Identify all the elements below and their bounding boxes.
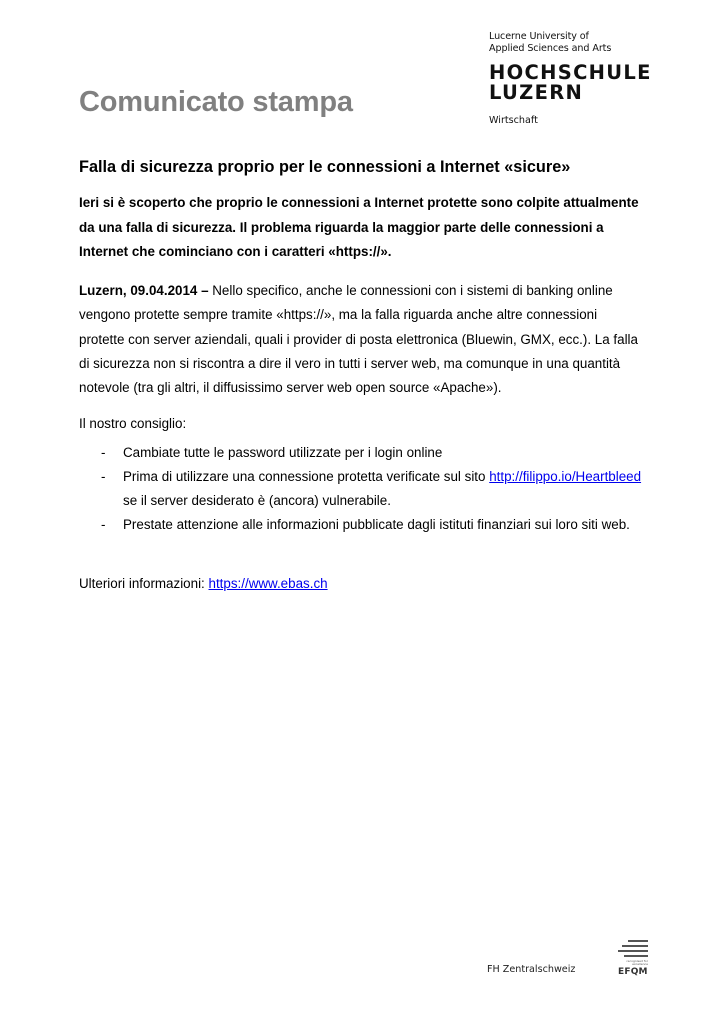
logo-wordmark-line-1: HOCHSCHULE [489,61,652,84]
list-item-text-continued: se il server desiderato è (ancora) vulnerabile. [123,492,391,508]
list-item-text: Prestate attenzione alle informazioni pubblicate dagli istituti finanziari sui loro siti web. [123,516,630,532]
list-item-text: Prima di utilizzare una connessione protetta verificate sul sito [123,469,490,484]
list-bullet: - [101,445,106,460]
efqm-logo-tagline: recognised for excellence [626,959,648,967]
page-title: Comunicato stampa [79,86,353,118]
university-logo [489,31,669,126]
article-dateline: Luzern, 09.04.2014 – [79,283,209,298]
logo-department: Wirtschaft [489,115,538,126]
article-body [79,279,645,400]
list-bullet: - [101,469,106,484]
logo-wordmark-line-2: LUZERN [489,81,584,104]
article-headline: Falla di sicurezza proprio per le connessioni a Internet «sicure» [79,158,571,176]
efqm-logo-bar [618,950,648,952]
heartbleed-link[interactable]: http://filippo.io/Heartbleed [489,469,642,484]
efqm-logo-text: EFQM [618,967,648,977]
logo-subtitle-line-1: Lucerne University of [489,31,589,42]
more-info [79,572,328,596]
list-bullet: - [101,516,106,532]
ebas-link[interactable]: https://www.ebas.ch [208,576,328,591]
efqm-logo-bar [624,955,648,957]
more-info-label: Ulteriori informazioni: [79,576,205,591]
advice-label: Il nostro consiglio: [79,416,187,431]
efqm-logo [618,940,648,980]
article-body-text: Nello specifico, anche le connessioni con i sistemi di banking online vengono protette sempre tramite «https://», ma la falla riguarda anche altre connessioni protette con server aziendali, quali i provider di posta elettronica (Bluewin, GMX, ecc.). La falla di sicurezza non si riscontra a dire il vero in tutti i server web, ma comunque in una quantità notevole (tra gli altri, il diffusissimo server web open source «Apache»). [79,283,638,396]
advice-list [79,441,649,537]
efqm-logo-bar [628,940,648,942]
logo-subtitle-line-2: Applied Sciences and Arts [489,43,612,54]
list-item [79,465,649,512]
article-lead: Ieri si è scoperto che proprio le connessioni a Internet protette sono colpite attualmente da una falla di sicurezza. Il problema riguarda la maggior parte delle connessioni a Internet che cominciano con i caratteri «https://». [79,195,639,259]
efqm-logo-bar [622,945,648,947]
list-item [79,513,649,537]
logo-wordmark [489,63,669,103]
list-item [79,441,649,465]
list-item-text: Cambiate tutte le password utilizzate per i login online [123,445,443,460]
footer-network: FH Zentralschweiz [487,964,576,975]
